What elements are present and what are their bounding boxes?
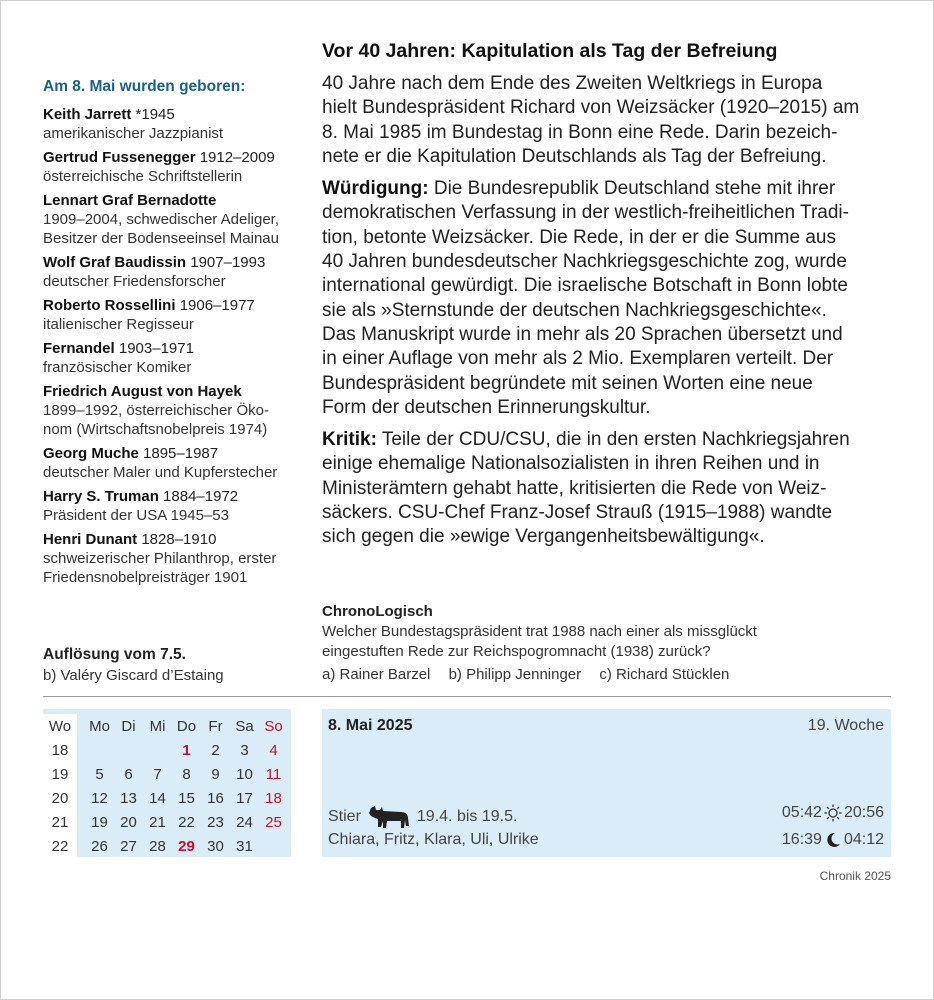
paragraph-label: Würdigung: [322, 178, 429, 200]
article [322, 38, 892, 558]
birth-name-line [43, 148, 305, 167]
calendar-day: 29 [178, 837, 195, 855]
calendar-day: 11 [265, 765, 282, 783]
person-years: *1945 [131, 106, 175, 123]
calendar-week-row [43, 762, 288, 786]
birth-entry [43, 339, 305, 377]
calendar-week-row [43, 834, 288, 858]
calendar-day: 10 [236, 765, 253, 783]
sun-times [782, 804, 884, 822]
bull-icon [367, 804, 411, 830]
weekday-header: Fr [208, 717, 223, 735]
birth-name-line [43, 105, 305, 124]
person-description: Präsident der USA 1945–53 [43, 507, 229, 524]
month-calendar [43, 709, 291, 857]
calendar-day: 8 [182, 765, 191, 783]
birth-name-line [43, 253, 305, 272]
quiz-question: Welcher Bundestagspräsident trat 1988 nach einer als missglückt eingestuften Rede zur Reichspogromnacht (1938) zurück? [322, 623, 757, 660]
birth-entry [43, 444, 305, 482]
person-name: Henri Dunant [43, 531, 138, 548]
person-name: Harry S. Truman [43, 488, 159, 505]
calendar-day: 13 [120, 789, 137, 807]
person-name: Gertrud Fussenegger [43, 149, 196, 166]
birth-entry [43, 296, 305, 334]
article-intro: 40 Jahre nach dem Ende des Zweiten Weltkriegs in Europa hielt Bundespräsident Richard von Weizsäcker (1920–2015) am 8. Mai 1985 im Bundestag in Bonn eine Rede. Darin bezeich- nete er die Kapitulation Deutschlands als Tag der Befreiung. [322, 73, 860, 167]
calendar-gap [77, 762, 85, 786]
calendar-day: 20 [120, 813, 137, 831]
calendar-day: 23 [207, 813, 224, 831]
week-number-cell: 22 [43, 834, 77, 858]
person-name: Roberto Rossellini [43, 297, 176, 314]
calendar-day: 26 [91, 837, 108, 855]
births-title: Am 8. Mai wurden geboren: [43, 78, 246, 95]
calendar-day: 25 [265, 813, 282, 831]
birth-name-line [43, 296, 305, 315]
name-days: Chiara, Fritz, Klara, Uli, Ulrike [328, 831, 539, 848]
birth-entry [43, 105, 305, 143]
person-description: österreichische Schriftstellerin [43, 168, 243, 185]
moonrise-time: 16:39 [781, 831, 822, 848]
calendar-day: 15 [178, 789, 195, 807]
sunrise-time: 05:42 [781, 804, 822, 821]
week-number-cell: 21 [43, 810, 77, 834]
week-number-cell: 19 [43, 762, 77, 786]
calendar-day: 18 [265, 789, 282, 807]
zodiac-range: 19.4. bis 19.5. [416, 808, 518, 825]
calendar-day: 7 [153, 765, 162, 783]
calendar-day: 5 [95, 765, 104, 783]
article-paragraph-wuerdigung [322, 177, 892, 420]
birth-name-line [43, 191, 305, 210]
article-paragraph-kritik [322, 428, 892, 549]
moon-icon [824, 831, 842, 849]
weekday-header: Mi [149, 717, 166, 735]
person-name: Friedrich August von Hayek [43, 383, 242, 400]
weekday-header: Di [121, 717, 136, 735]
week-header: Wo [43, 714, 77, 738]
birth-entry [43, 191, 305, 248]
person-years: 1895–1987 [138, 445, 219, 462]
calendar-day [143, 738, 172, 762]
zodiac-row [328, 804, 517, 830]
calendar-day: 9 [211, 765, 220, 783]
moonset-time: 04:12 [843, 831, 884, 848]
quiz-title: ChronoLogisch [322, 603, 433, 620]
calendar-gap [77, 786, 85, 810]
paragraph-label: Kritik: [322, 429, 377, 451]
calendar-week-row [43, 738, 288, 762]
calendar-table [43, 714, 288, 858]
sunset-time: 20:56 [843, 804, 884, 821]
day-info-box [322, 709, 891, 857]
calendar-day [114, 738, 143, 762]
person-name: Wolf Graf Baudissin [43, 254, 187, 271]
solution-section [43, 644, 305, 687]
week-number-cell: 20 [43, 786, 77, 810]
person-description: 1909–2004, schwedischer Adeliger, Besitzer der Bodenseeinsel Mainau [43, 211, 280, 247]
calendar-day: 19 [91, 813, 108, 831]
calendar-week-row [43, 786, 288, 810]
person-years: 1906–1977 [175, 297, 255, 314]
quiz-section [322, 602, 892, 686]
person-name: Keith Jarrett [43, 106, 132, 123]
person-years: 1903–1971 [114, 340, 194, 357]
footer-label: Chronik 2025 [819, 869, 891, 883]
birth-entry [43, 487, 305, 525]
calendar-day: 12 [91, 789, 108, 807]
birth-name-line [43, 339, 305, 358]
solution-text: b) Valéry Giscard d’Estaing [43, 667, 224, 684]
moon-times [782, 831, 884, 849]
person-years: 1884–1972 [158, 488, 239, 505]
article-title: Vor 40 Jahren: Kapitulation als Tag der Befreiung [322, 40, 778, 62]
weekday-header: Mo [89, 717, 110, 735]
birth-entry [43, 382, 305, 439]
person-years: 1828–1910 [137, 531, 217, 548]
person-description: amerikanischer Jazzpianist [43, 125, 224, 142]
births-list [43, 105, 305, 587]
person-name: Georg Muche [43, 445, 139, 462]
calendar-gap [77, 810, 85, 834]
calendar-day: 30 [207, 837, 224, 855]
calendar-day: 3 [240, 741, 249, 759]
person-description: deutscher Maler und Kupferstecher [43, 464, 278, 481]
birth-entry [43, 253, 305, 291]
paragraph-text: Die Bundesrepublik Deutschland stehe mit ihrer demokratischen Verfassung in der westlich-freiheitlichen Tradi- tion, betonte Weizsäcker. Die Rede, in der er die Summe aus 40 Jahren bundesdeutscher Nachkriegsgeschichte zog, wurde international gewürdigt. Die israelische Botschaft in Bonn lobte sie als »Sternstunde der deutschen Nachkriegsgeschichte«. Das Manuskript wurde in mehr als 20 Sprachen übersetzt und in einer Auflage von mehr als 2 Mio. Exemplaren verteilt. Der Bundespräsident begründete mit seinen Worten eine neue Form der deutschen Erinnerungskultur. [322, 178, 849, 418]
person-description: deutscher Friedensforscher [43, 273, 226, 290]
sun-icon [824, 804, 842, 822]
quiz-option: b) Philipp Jenninger [448, 666, 582, 683]
calendar-day: 16 [207, 789, 224, 807]
zodiac-sign: Stier [328, 808, 361, 825]
calendar-week-row [43, 810, 288, 834]
person-name: Fernandel [43, 340, 115, 357]
quiz-option: c) Richard Stücklen [599, 666, 730, 683]
person-years: 1912–2009 [195, 149, 275, 166]
calendar-day: 28 [149, 837, 166, 855]
divider [43, 696, 891, 697]
person-description: französischer Komiker [43, 359, 192, 376]
day-date: 8. Mai 2025 [328, 717, 413, 734]
birth-entry [43, 148, 305, 186]
person-description: italienischer Regisseur [43, 316, 194, 333]
person-description: schweizerischer Philanthrop, erster Friedensnobelpreisträger 1901 [43, 550, 277, 586]
calendar-gap [77, 714, 85, 738]
birth-name-line [43, 444, 305, 463]
birth-name-line [43, 382, 305, 401]
week-number: 19. Woche [807, 717, 884, 734]
calendar-day: 14 [149, 789, 166, 807]
calendar-gap [77, 834, 85, 858]
calendar-day: 1 [182, 741, 191, 759]
calendar-day: 17 [236, 789, 253, 807]
calendar-day: 27 [120, 837, 137, 855]
weekday-header: Sa [235, 717, 254, 735]
person-years: 1907–1993 [186, 254, 266, 271]
calendar-day: 22 [178, 813, 195, 831]
calendar-day: 21 [149, 813, 166, 831]
quiz-options [322, 664, 892, 686]
week-number-cell: 18 [43, 738, 77, 762]
calendar-day [259, 834, 288, 858]
calendar-day: 4 [269, 741, 278, 759]
calendar-day [85, 738, 114, 762]
births-section [43, 78, 305, 592]
calendar-day: 24 [236, 813, 253, 831]
solution-title: Auflösung vom 7.5. [43, 646, 186, 663]
paragraph-text: Teile der CDU/CSU, die in den ersten Nachkriegsjahren einige ehemalige Nationalsozialisten in ihren Reihen und in Ministerämtern gehabt hatte, kritisierten die Rede von Weiz- säckers. CSU-Chef Franz-Josef Strauß (1915–1988) wandte sich gegen die »ewige Vergangenheitsbewältigung«. [322, 429, 850, 548]
calendar-day: 2 [211, 741, 220, 759]
birth-entry [43, 530, 305, 587]
person-name: Lennart Graf Bernadotte [43, 192, 217, 209]
weekday-header: Do [176, 717, 197, 735]
weekday-header: So [264, 717, 283, 735]
quiz-option: a) Rainer Barzel [322, 666, 431, 683]
calendar-day: 6 [124, 765, 133, 783]
birth-name-line [43, 487, 305, 506]
calendar-day: 31 [236, 837, 253, 855]
birth-name-line [43, 530, 305, 549]
calendar-gap [77, 738, 85, 762]
person-description: 1899–1992, österreichischer Öko- nom (Wirtschaftsnobelpreis 1974) [43, 402, 269, 438]
